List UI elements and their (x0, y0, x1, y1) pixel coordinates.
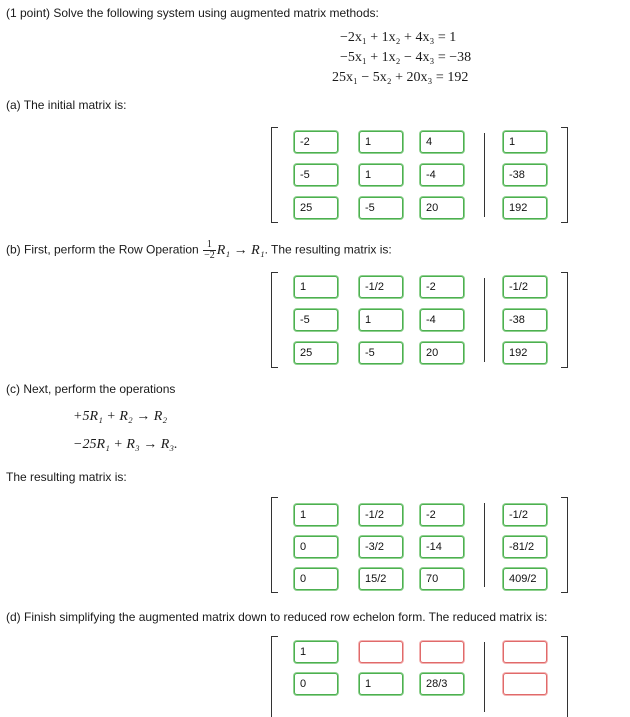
augment-divider (484, 278, 485, 362)
matrix-c-r1c4[interactable]: -1/2 (503, 504, 547, 526)
matrix-c-r3c2[interactable]: 15/2 (359, 568, 403, 590)
matrix-c-r3c1[interactable]: 0 (294, 568, 338, 590)
part-c-result-label: The resulting matrix is: (6, 470, 127, 484)
right-bracket (561, 497, 568, 593)
augment-divider (484, 133, 485, 217)
matrix-a-r1c2[interactable]: 1 (359, 131, 403, 153)
matrix-b-r1c3[interactable]: -2 (420, 276, 464, 298)
matrix-b-r1c4[interactable]: -1/2 (503, 276, 547, 298)
row-operation (202, 239, 265, 261)
matrix-a-r3c2[interactable]: -5 (359, 197, 403, 219)
right-bracket (561, 636, 568, 717)
matrix-a-r2c1[interactable]: -5 (294, 164, 338, 186)
matrix-c-r2c3[interactable]: -14 (420, 536, 464, 558)
operation-fraction (203, 240, 216, 261)
operation-1 (73, 409, 167, 425)
matrix-b-r3c1[interactable]: 25 (294, 342, 338, 364)
matrix-d-r1c3[interactable] (420, 641, 464, 663)
fraction-denominator: −2 (204, 250, 215, 261)
matrix-c-r3c3[interactable]: 70 (420, 568, 464, 590)
matrix-c-r2c4[interactable]: -81/2 (503, 536, 547, 558)
operation-tail: R₁ → R₁ (216, 242, 265, 258)
augment-divider (484, 642, 485, 712)
matrix-b-r3c4[interactable]: 192 (503, 342, 547, 364)
matrix-b-r2c2[interactable]: 1 (359, 309, 403, 331)
matrix-a-r3c3[interactable]: 20 (420, 197, 464, 219)
operation-2-text: −25R₁ + R₃ → R₃. (73, 437, 178, 452)
part-b-label-pre: (b) First, perform the Row Operation (6, 242, 199, 257)
left-bracket (271, 272, 278, 368)
matrix-c-r3c4[interactable]: 409/2 (503, 568, 547, 590)
matrix-a-r2c4[interactable]: -38 (503, 164, 547, 186)
matrix-b-r2c1[interactable]: -5 (294, 309, 338, 331)
part-d-label: (d) Finish simplifying the augmented matrix down to reduced row echelon form. The reduced matrix is: (6, 610, 548, 624)
matrix-b-r3c2[interactable]: -5 (359, 342, 403, 364)
matrix-a-r2c2[interactable]: 1 (359, 164, 403, 186)
matrix-a-r1c3[interactable]: 4 (420, 131, 464, 153)
matrix-a-r3c1[interactable]: 25 (294, 197, 338, 219)
operation-1-text: +5R₁ + R₂ → R₂ (73, 409, 168, 424)
left-bracket (271, 497, 278, 593)
matrix-d-r2c4[interactable] (503, 673, 547, 695)
equation-3: 25x₁ − 5x₂ + 20x₃ = 192 (332, 70, 469, 85)
part-b-label (6, 240, 392, 261)
matrix-a-r1c4[interactable]: 1 (503, 131, 547, 153)
operation-2 (73, 437, 178, 453)
matrix-b-r1c2[interactable]: -1/2 (359, 276, 403, 298)
left-bracket (271, 127, 278, 223)
fraction-numerator: 1 (203, 240, 216, 251)
matrix-b-r2c4[interactable]: -38 (503, 309, 547, 331)
problem-header: (1 point) Solve the following system using augmented matrix methods: (6, 6, 379, 20)
left-bracket (271, 636, 278, 717)
matrix-a-r2c3[interactable]: -4 (420, 164, 464, 186)
augment-divider (484, 503, 485, 587)
matrix-d-r1c4[interactable] (503, 641, 547, 663)
matrix-d-r2c2[interactable]: 1 (359, 673, 403, 695)
right-bracket (561, 127, 568, 223)
matrix-d-r1c1[interactable]: 1 (294, 641, 338, 663)
matrix-b-r3c3[interactable]: 20 (420, 342, 464, 364)
matrix-c-r1c2[interactable]: -1/2 (359, 504, 403, 526)
matrix-d-r2c1[interactable]: 0 (294, 673, 338, 695)
matrix-b-r2c3[interactable]: -4 (420, 309, 464, 331)
equation-2: −5x₁ + 1x₂ − 4x₃ = −38 (340, 50, 472, 65)
part-b-label-post: . The resulting matrix is: (264, 242, 392, 257)
matrix-a-r1c1[interactable]: -2 (294, 131, 338, 153)
matrix-b-r1c1[interactable]: 1 (294, 276, 338, 298)
matrix-c-r1c1[interactable]: 1 (294, 504, 338, 526)
part-a-label: (a) The initial matrix is: (6, 98, 127, 112)
matrix-c-r1c3[interactable]: -2 (420, 504, 464, 526)
matrix-d-r2c3[interactable]: 28/3 (420, 673, 464, 695)
matrix-c-r2c2[interactable]: -3/2 (359, 536, 403, 558)
part-c-label: (c) Next, perform the operations (6, 382, 176, 396)
matrix-a-r3c4[interactable]: 192 (503, 197, 547, 219)
matrix-c-r2c1[interactable]: 0 (294, 536, 338, 558)
equation-1: −2x₁ + 1x₂ + 4x₃ = 1 (340, 30, 457, 45)
matrix-d-r1c2[interactable] (359, 641, 403, 663)
right-bracket (561, 272, 568, 368)
